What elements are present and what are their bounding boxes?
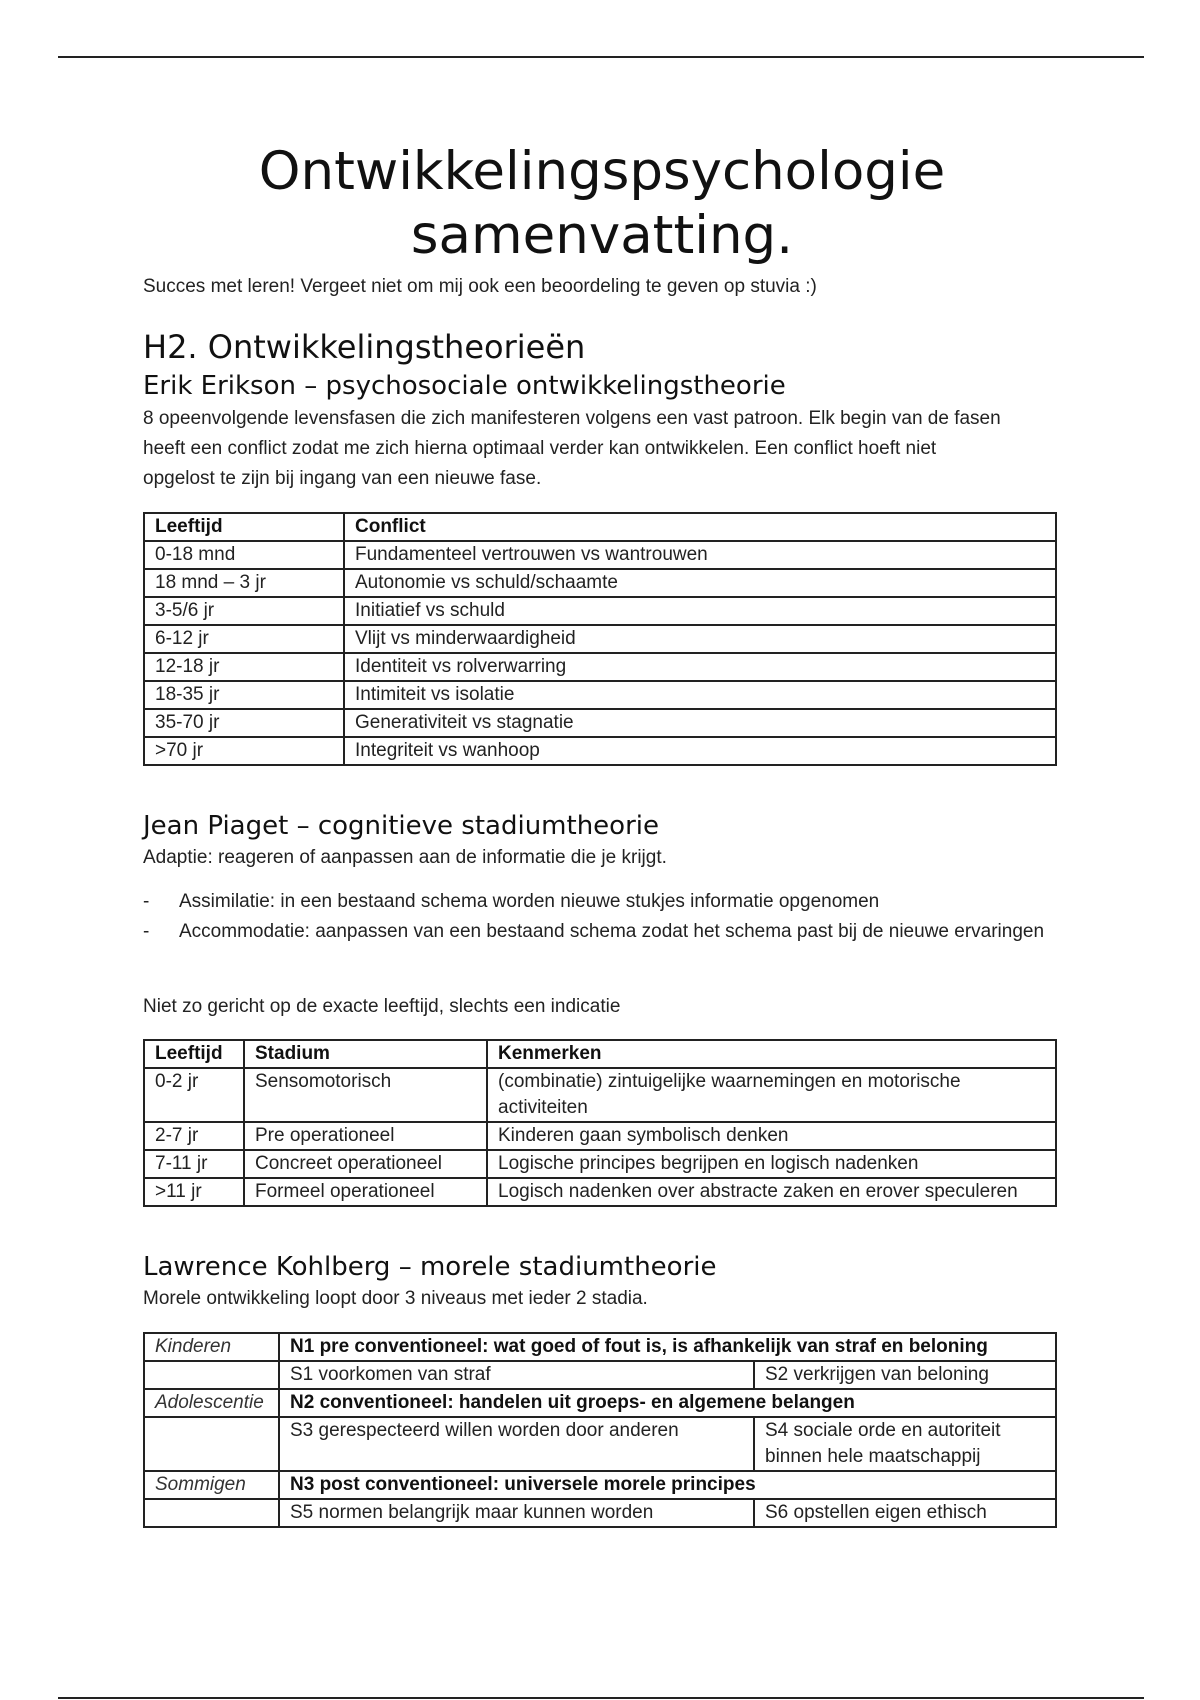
header-cell: Conflict — [344, 513, 1056, 541]
piaget-table — [143, 1039, 1057, 1207]
conflict-cell: Identiteit vs rolverwarring — [344, 653, 1056, 681]
erikson-table — [143, 512, 1057, 766]
table-row — [144, 653, 1056, 681]
erikson-paragraph — [143, 404, 1061, 494]
empty-cell — [144, 1361, 279, 1389]
group-label-cell: Adolescentie — [144, 1389, 279, 1417]
stage-cell: S6 opstellen eigen ethisch — [754, 1499, 1056, 1527]
age-cell: >70 jr — [144, 737, 344, 765]
table-row — [144, 1068, 1056, 1122]
table-row — [144, 681, 1056, 709]
erikson-paragraph-line: opgelost te zijn bij ingang van een nieuwe fase. — [143, 468, 542, 489]
table-row — [144, 1122, 1056, 1150]
stage-cell: S2 verkrijgen van beloning — [754, 1361, 1056, 1389]
title-line-1: Ontwikkelingspsychologie — [258, 141, 946, 202]
age-cell: 0-18 mnd — [144, 541, 344, 569]
features-cell: (combinatie) zintuigelijke waarnemingen en motorische activiteiten — [487, 1068, 1056, 1122]
stage-cell: Sensomotorisch — [244, 1068, 487, 1122]
header-cell: Stadium — [244, 1040, 487, 1068]
conflict-cell: Generativiteit vs stagnatie — [344, 709, 1056, 737]
level-cell: N3 post conventioneel: universele morele principes — [279, 1471, 1056, 1499]
age-cell: 3-5/6 jr — [144, 597, 344, 625]
conflict-cell: Initiatief vs schuld — [344, 597, 1056, 625]
age-cell: 7-11 jr — [144, 1150, 244, 1178]
title-line-2: samenvatting. — [410, 205, 794, 266]
piaget-intro: Adaptie: reageren of aanpassen aan de informatie die je krijgt. — [143, 847, 667, 868]
kohlberg-heading: Lawrence Kohlberg – morele stadiumtheorie — [143, 1252, 717, 1282]
section-heading-h2: H2. Ontwikkelingstheorieën — [143, 328, 586, 366]
conflict-cell: Autonomie vs schuld/schaamte — [344, 569, 1056, 597]
age-cell: 2-7 jr — [144, 1122, 244, 1150]
table-row — [144, 737, 1056, 765]
table-row — [144, 569, 1056, 597]
erikson-paragraph-line: 8 opeenvolgende levensfasen die zich manifesteren volgens een vast patroon. Elk begin van de fasen — [143, 408, 1001, 429]
conflict-cell: Fundamenteel vertrouwen vs wantrouwen — [344, 541, 1056, 569]
features-cell: Logisch nadenken over abstracte zaken en erover speculeren — [487, 1178, 1056, 1206]
table-row — [144, 1471, 1056, 1499]
table-row — [144, 709, 1056, 737]
conflict-cell: Intimiteit vs isolatie — [344, 681, 1056, 709]
age-cell: 18-35 jr — [144, 681, 344, 709]
erikson-heading: Erik Erikson – psychosociale ontwikkelingstheorie — [143, 371, 786, 401]
stage-cell: S4 sociale orde en autoriteit binnen hele maatschappij — [754, 1417, 1056, 1471]
group-label-cell: Kinderen — [144, 1333, 279, 1361]
features-cell: Kinderen gaan symbolisch denken — [487, 1122, 1056, 1150]
table-row — [144, 1417, 1056, 1471]
table-row — [144, 597, 1056, 625]
table-row — [144, 541, 1056, 569]
empty-cell — [144, 1417, 279, 1471]
age-cell: 35-70 jr — [144, 709, 344, 737]
erikson-paragraph-line: heeft een conflict zodat me zich hierna optimaal verder kan ontwikkelen. Een conflict hoeft niet — [143, 438, 937, 459]
table-row — [144, 1361, 1056, 1389]
list-item: - Assimilatie: in een bestaand schema worden nieuwe stukjes informatie opgenomen — [143, 891, 880, 912]
age-cell: >11 jr — [144, 1178, 244, 1206]
stage-cell: Formeel operationeel — [244, 1178, 487, 1206]
list-item-text: Assimilatie: in een bestaand schema worden nieuwe stukjes informatie opgenomen — [179, 891, 880, 912]
stage-cell: S5 normen belangrijk maar kunnen worden — [279, 1499, 754, 1527]
age-cell: 18 mnd – 3 jr — [144, 569, 344, 597]
header-cell: Kenmerken — [487, 1040, 1056, 1068]
header-cell: Leeftijd — [144, 513, 344, 541]
level-cell: N1 pre conventioneel: wat goed of fout is, is afhankelijk van straf en beloning — [279, 1333, 1056, 1361]
table-row — [144, 625, 1056, 653]
list-item: - Accommodatie: aanpassen van een bestaand schema zodat het schema past bij de nieuwe ervaringen — [143, 921, 1045, 942]
bottom-rule — [58, 1697, 1144, 1699]
header-cell: Leeftijd — [144, 1040, 244, 1068]
table-row — [144, 1178, 1056, 1206]
conflict-cell: Vlijt vs minderwaardigheid — [344, 625, 1056, 653]
list-item-text: Accommodatie: aanpassen van een bestaand schema zodat het schema past bij de nieuwe ervaringen — [179, 921, 1045, 942]
kohlberg-intro: Morele ontwikkeling loopt door 3 niveaus met ieder 2 stadia. — [143, 1288, 648, 1309]
top-rule — [58, 56, 1144, 58]
table-row — [144, 1150, 1056, 1178]
stage-cell: Pre operationeel — [244, 1122, 487, 1150]
document-title — [143, 140, 1061, 268]
age-cell: 12-18 jr — [144, 653, 344, 681]
features-cell: Logische principes begrijpen en logisch nadenken — [487, 1150, 1056, 1178]
empty-cell — [144, 1499, 279, 1527]
stage-cell: Concreet operationeel — [244, 1150, 487, 1178]
kohlberg-table — [143, 1332, 1057, 1528]
table-header-row — [144, 1040, 1056, 1068]
stage-cell: S1 voorkomen van straf — [279, 1361, 754, 1389]
table-header-row — [144, 513, 1056, 541]
table-row — [144, 1499, 1056, 1527]
piaget-note: Niet zo gericht op de exacte leeftijd, slechts een indicatie — [143, 996, 621, 1017]
stage-cell: S3 gerespecteerd willen worden door anderen — [279, 1417, 754, 1471]
group-label-cell: Sommigen — [144, 1471, 279, 1499]
age-cell: 0-2 jr — [144, 1068, 244, 1122]
table-row — [144, 1389, 1056, 1417]
age-cell: 6-12 jr — [144, 625, 344, 653]
table-row — [144, 1333, 1056, 1361]
piaget-bullet-list — [143, 888, 1061, 948]
level-cell: N2 conventioneel: handelen uit groeps- en algemene belangen — [279, 1389, 1056, 1417]
subtitle: Succes met leren! Vergeet niet om mij ook een beoordeling te geven op stuvia :) — [143, 276, 817, 297]
piaget-heading: Jean Piaget – cognitieve stadiumtheorie — [143, 811, 659, 841]
conflict-cell: Integriteit vs wanhoop — [344, 737, 1056, 765]
